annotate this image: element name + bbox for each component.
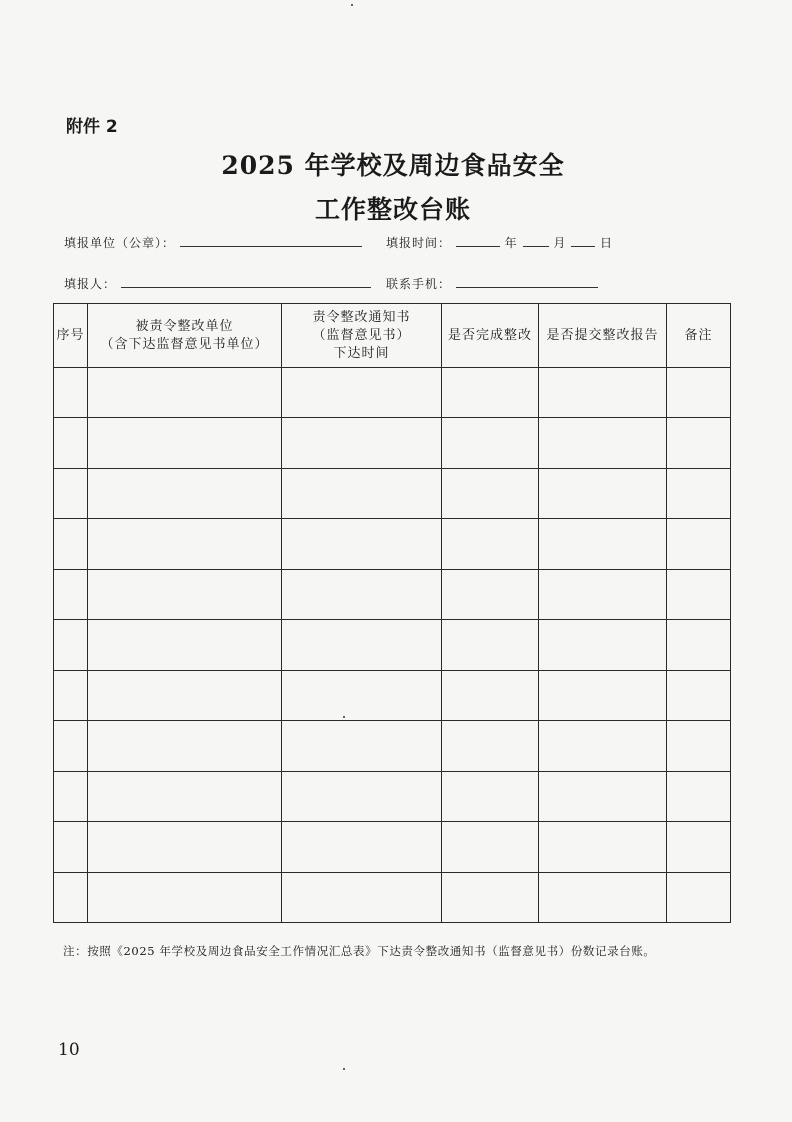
header-report-submitted: 是否提交整改报告	[539, 304, 667, 368]
month-blank	[523, 234, 549, 247]
table-cell	[667, 620, 731, 670]
table-cell	[442, 771, 539, 821]
table-row	[54, 872, 731, 922]
title-line-1: 2025 年学校及周边食品安全	[221, 151, 565, 180]
table-cell	[88, 569, 282, 619]
table-cell	[442, 670, 539, 720]
year-label: 年	[504, 236, 518, 250]
table-cell	[539, 519, 667, 569]
table-cell	[54, 620, 88, 670]
table-cell	[88, 368, 282, 418]
table-cell	[282, 872, 442, 922]
table-cell	[282, 519, 442, 569]
table-row	[54, 368, 731, 418]
table-cell	[442, 822, 539, 872]
reporting-unit-label: 填报单位（公章）：	[64, 236, 176, 250]
table-cell	[54, 822, 88, 872]
table-cell	[667, 468, 731, 518]
table-cell	[282, 368, 442, 418]
table-cell	[282, 418, 442, 468]
table-cell	[539, 368, 667, 418]
footnote: 注：按照《2025 年学校及周边食品安全工作情况汇总表》下达责令整改通知书（监督意见书）份数记录台账。	[63, 944, 656, 958]
month-label: 月	[553, 236, 567, 250]
reporting-unit-blank	[180, 234, 362, 247]
header-rectified-unit: 被责令整改单位 （含下达监督意见书单位）	[88, 304, 282, 368]
table-cell	[539, 418, 667, 468]
table-row	[54, 721, 731, 771]
table-cell	[88, 418, 282, 468]
table-cell	[539, 620, 667, 670]
table-cell	[667, 418, 731, 468]
table-body	[54, 368, 731, 923]
title-line-2: 工作整改台账	[314, 195, 471, 224]
table-cell	[539, 872, 667, 922]
table-cell	[667, 569, 731, 619]
table-cell	[282, 721, 442, 771]
table-cell	[282, 620, 442, 670]
scan-speck	[343, 716, 345, 718]
reporting-time-label: 填报时间：	[386, 236, 452, 250]
table-cell	[54, 721, 88, 771]
table-row	[54, 418, 731, 468]
table-row	[54, 468, 731, 518]
table-cell	[539, 721, 667, 771]
table-cell	[282, 771, 442, 821]
table-cell	[539, 771, 667, 821]
phone-field	[386, 275, 598, 292]
table-row	[54, 519, 731, 569]
table-row	[54, 620, 731, 670]
table-row	[54, 569, 731, 619]
table-cell	[54, 418, 88, 468]
table-cell	[539, 670, 667, 720]
day-blank	[571, 234, 595, 247]
header-rectification-completed: 是否完成整改	[442, 304, 539, 368]
table-cell	[88, 771, 282, 821]
table-cell	[54, 368, 88, 418]
table-cell	[282, 670, 442, 720]
table-cell	[442, 468, 539, 518]
reporting-time-field	[386, 234, 613, 251]
table-cell	[88, 468, 282, 518]
table-cell	[88, 822, 282, 872]
year-blank	[456, 234, 500, 247]
header-serial: 序号	[54, 304, 88, 368]
header-remarks: 备注	[667, 304, 731, 368]
rectification-ledger-table	[53, 303, 731, 923]
table-cell	[667, 771, 731, 821]
table-cell	[442, 569, 539, 619]
table-cell	[88, 620, 282, 670]
day-label: 日	[600, 236, 614, 250]
table-cell	[442, 519, 539, 569]
table-header-row	[54, 304, 731, 368]
table-cell	[539, 822, 667, 872]
table-cell	[54, 468, 88, 518]
table-cell	[667, 721, 731, 771]
table-cell	[54, 771, 88, 821]
table-cell	[442, 620, 539, 670]
reporter-label: 填报人：	[64, 277, 117, 291]
table-cell	[88, 872, 282, 922]
table-cell	[282, 822, 442, 872]
table-row	[54, 822, 731, 872]
table-cell	[539, 569, 667, 619]
table-cell	[442, 368, 539, 418]
reporter-blank	[121, 275, 371, 288]
table-row	[54, 670, 731, 720]
table-cell	[282, 468, 442, 518]
table-cell	[667, 670, 731, 720]
table-cell	[667, 872, 731, 922]
table-cell	[442, 721, 539, 771]
table-cell	[88, 670, 282, 720]
scan-speck	[343, 1068, 345, 1070]
table-cell	[54, 569, 88, 619]
table-cell	[667, 368, 731, 418]
table-row	[54, 771, 731, 821]
header-notice-issue-time: 责令整改通知书 （监督意见书） 下达时间	[282, 304, 442, 368]
table-cell	[54, 670, 88, 720]
table-cell	[88, 519, 282, 569]
reporting-unit-field	[64, 234, 362, 251]
page-number: 10	[58, 1040, 80, 1060]
table-cell	[282, 569, 442, 619]
table-cell	[442, 418, 539, 468]
table-cell	[667, 519, 731, 569]
table-cell	[539, 468, 667, 518]
table-cell	[88, 721, 282, 771]
table-cell	[54, 519, 88, 569]
scan-speck	[351, 4, 353, 6]
phone-blank	[456, 275, 598, 288]
reporter-field	[64, 275, 371, 292]
phone-label: 联系手机：	[386, 277, 452, 291]
table-cell	[54, 872, 88, 922]
table-cell	[667, 822, 731, 872]
attachment-label: 附件 2	[66, 117, 118, 137]
table-cell	[442, 872, 539, 922]
